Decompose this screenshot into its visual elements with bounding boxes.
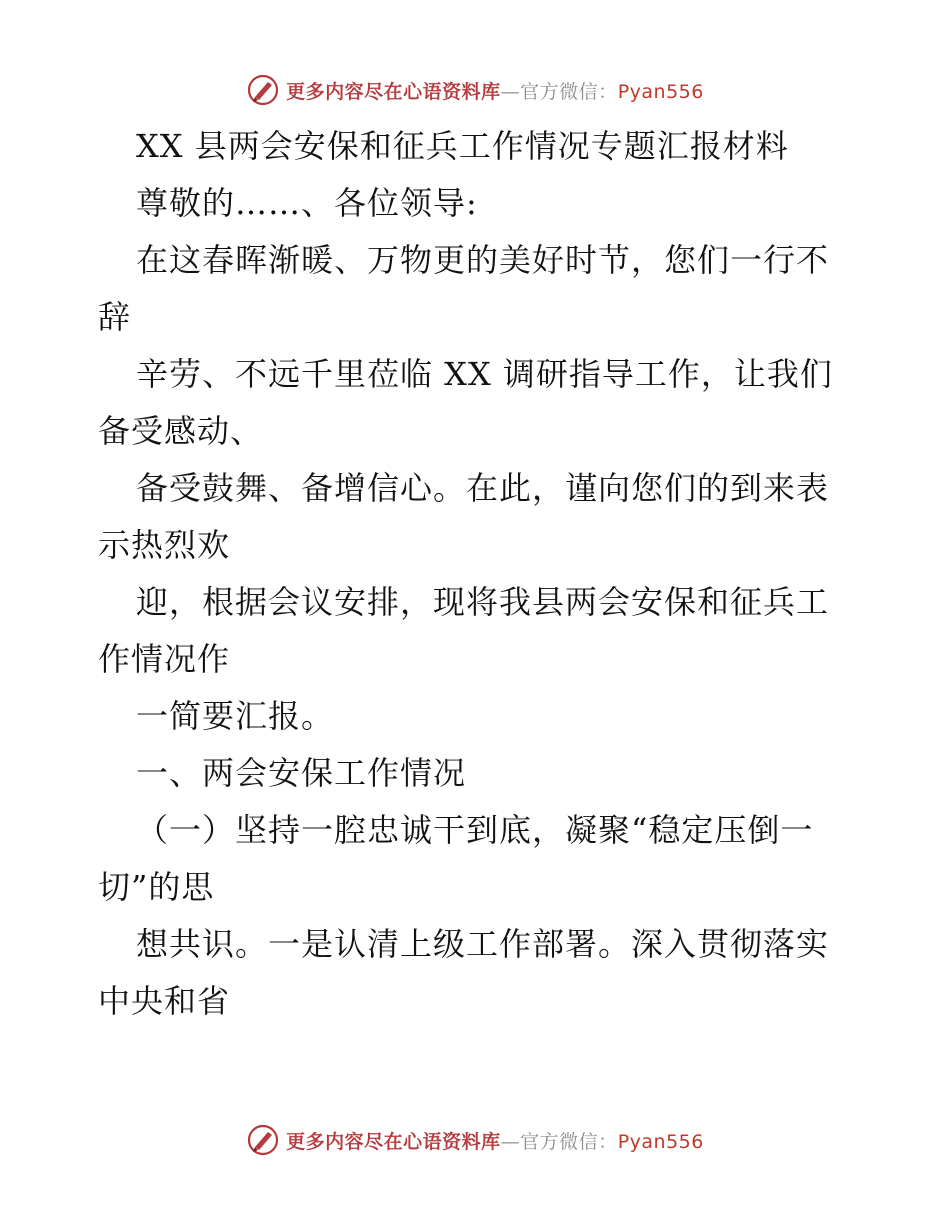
document-line: 备受鼓舞、备增信心。在此，谨向您们的到来表 [136, 469, 830, 507]
pen-logo-icon [246, 73, 280, 107]
document-line: 备受感动、 [98, 412, 264, 450]
document-body [98, 118, 858, 1030]
document-line: （一）坚持一腔忠诚干到底，凝聚“稳定压倒一 [136, 811, 814, 849]
wechat-label: 官方微信： [520, 80, 618, 103]
wechat-label: 官方微信： [520, 1130, 618, 1153]
document-line: 想共识。一是认清上级工作部署。深入贯彻落实 [136, 925, 830, 963]
document-line: 尊敬的……、各位领导: [136, 184, 478, 222]
document-line: 示热烈欢 [98, 526, 231, 564]
document-line: 一简要汇报。 [136, 697, 335, 735]
pen-logo-icon [246, 1123, 280, 1157]
document-line: 辞 [98, 298, 132, 336]
document-line: XX 县两会安保和征兵工作情况专题汇报材料 [136, 127, 789, 165]
document-line: 在这春晖渐暖、万物更的美好时节，您们一行不 [136, 241, 830, 279]
separator: — [500, 1130, 521, 1153]
wechat-id: Pyan556 [617, 1130, 704, 1153]
library-name: 更多内容尽在心语资料库 [286, 1130, 501, 1153]
document-line: 迎，根据会议安排，现将我县两会安保和征兵工 [136, 583, 830, 621]
document-line: 一、两会安保工作情况 [136, 754, 467, 792]
document-line: 中央和省 [98, 982, 231, 1020]
header-watermark-banner [0, 70, 950, 110]
footer-watermark-text [286, 1127, 704, 1154]
footer-watermark-banner [0, 1120, 950, 1160]
separator: — [500, 80, 521, 103]
document-line: 作情况作 [98, 640, 231, 678]
document-line: 切”的思 [98, 868, 215, 906]
document-line: 辛劳、不远千里莅临 XX 调研指导工作，让我们 [136, 355, 833, 393]
library-name: 更多内容尽在心语资料库 [286, 80, 501, 103]
wechat-id: Pyan556 [617, 80, 704, 103]
header-watermark-text [286, 77, 704, 104]
